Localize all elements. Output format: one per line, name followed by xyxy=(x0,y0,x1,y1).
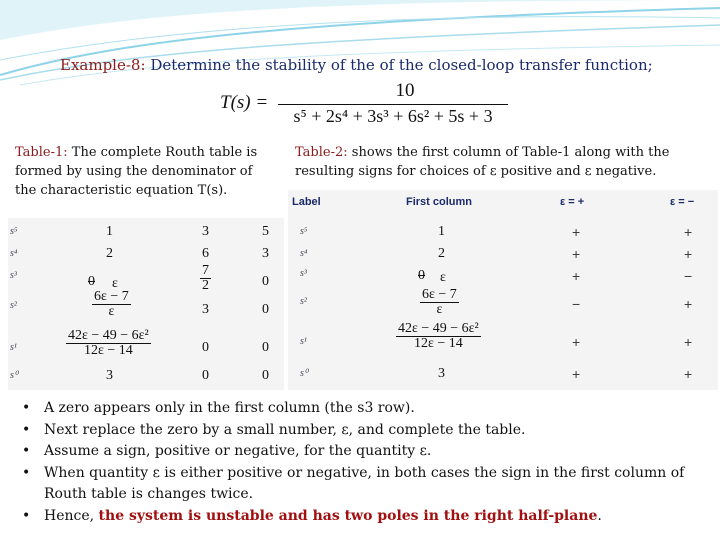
sign-negative: + xyxy=(684,246,693,262)
table-cell: 0 xyxy=(202,340,209,355)
table-cell: 0 xyxy=(202,368,209,383)
table-cell: ε xyxy=(112,276,118,291)
table2-caption xyxy=(295,143,715,181)
sign-negative: + xyxy=(684,334,693,350)
first-column-value: 2 xyxy=(438,246,445,261)
header-eps-negative: ε = − xyxy=(670,196,695,208)
row-label: s⁰ xyxy=(10,370,18,381)
first-column-value: ε xyxy=(440,270,446,285)
row-label: s¹ xyxy=(10,342,17,353)
row-label: s² xyxy=(300,296,307,307)
table-cell: 6 xyxy=(202,246,209,261)
table1-caption-label: Table-1: xyxy=(15,145,68,160)
table-cell: 3 xyxy=(202,224,209,239)
table-cell-fraction: $\frac{6\varepsilon - 7}{\varepsilon}$ xyxy=(94,289,129,319)
table-cell: 3 xyxy=(262,246,269,261)
table-cell: 0 xyxy=(262,274,269,289)
transfer-function-formula xyxy=(220,80,510,130)
row-label: s¹ xyxy=(300,336,307,347)
table-cell-fraction: $\frac{\text{42ε − 49 − 6ε²}}{12\varepsilon - 14}$ xyxy=(68,328,149,358)
table-cell-fraction: $\frac{7}{2}$ xyxy=(202,263,209,293)
row-label: s⁵ xyxy=(10,226,18,237)
conclusion-highlight: the system is unstable and has two poles in the right half-plane xyxy=(98,507,598,524)
table2-caption-text: shows the first column of Table-1 along with the resulting signs for choices of ε positive and ε negative. xyxy=(295,145,670,179)
sign-positive: + xyxy=(572,246,581,262)
table-cell: 1 xyxy=(106,224,113,239)
title-text: Determine the stability of the of the closed-loop transfer function; xyxy=(150,56,653,74)
formula-numerator: 10 xyxy=(395,80,415,101)
table2-caption-label: Table-2: xyxy=(295,145,348,160)
row-label: s³ xyxy=(10,270,17,281)
sign-table xyxy=(288,190,718,390)
routh-table xyxy=(8,218,284,390)
formula-lhs: T(s) = xyxy=(220,92,269,113)
bullet-item: • When quantity ε is either positive or negative, in both cases the sign in the first column of Routh table is changes twice. xyxy=(20,463,710,506)
table-cell: 0 xyxy=(262,368,269,383)
sign-negative: + xyxy=(684,296,693,312)
table1-caption xyxy=(15,143,277,200)
title-label: Example-8: xyxy=(60,56,146,74)
header-eps-positive: ε = + xyxy=(560,196,585,208)
bullet-item: • Assume a sign, positive or negative, for the quantity ε. xyxy=(20,441,710,463)
sign-positive: + xyxy=(572,224,581,240)
table-cell: 0 xyxy=(262,302,269,317)
table-cell: 3 xyxy=(202,302,209,317)
table-cell: 5 xyxy=(262,224,269,239)
header-swoosh-decoration xyxy=(0,0,720,90)
sign-negative: + xyxy=(684,224,693,240)
explanation-bullets xyxy=(20,398,710,527)
sign-negative: − xyxy=(684,268,693,284)
bullet-item-conclusion xyxy=(20,506,710,528)
first-column-fraction: $\frac{6\varepsilon - 7}{\varepsilon}$ xyxy=(422,287,457,317)
table-cell: 0 xyxy=(262,340,269,355)
struck-zero: 0 xyxy=(418,268,425,283)
first-column-value: 3 xyxy=(438,366,445,381)
conclusion-prefix: Hence, xyxy=(44,507,95,524)
sign-positive: + xyxy=(572,366,581,382)
row-label: s² xyxy=(10,300,17,311)
formula-denominator: s⁵ + 2s⁴ + 3s³ + 6s² + 5s + 3 xyxy=(293,106,493,126)
struck-zero: 0 xyxy=(88,274,95,289)
row-label: s⁴ xyxy=(300,248,308,259)
sign-negative: + xyxy=(684,366,693,382)
header-label: Label xyxy=(292,196,321,208)
row-label: s⁴ xyxy=(10,248,18,259)
header-first-column: First column xyxy=(406,196,473,208)
bullet-item: • A zero appears only in the first column (the s3 row). xyxy=(20,398,710,420)
table-cell: 2 xyxy=(106,246,113,261)
conclusion-suffix: . xyxy=(597,507,602,524)
row-label: s³ xyxy=(300,268,307,279)
first-column-fraction: $\frac{\text{42ε − 49 − 6ε²}}{12\varepsilon - 14}$ xyxy=(398,321,479,351)
table-cell: 3 xyxy=(106,368,113,383)
row-label: s⁰ xyxy=(300,368,308,379)
sign-positive: + xyxy=(572,334,581,350)
fraction-bar xyxy=(278,104,508,105)
table1-caption-text: The complete Routh table is formed by using the denominator of the characteristic equation T(s). xyxy=(15,145,258,198)
bullet-item: • Next replace the zero by a small number, ε, and complete the table. xyxy=(20,420,710,442)
first-column-value: 1 xyxy=(438,224,445,239)
sign-positive: + xyxy=(572,268,581,284)
row-label: s⁵ xyxy=(300,226,308,237)
sign-positive: − xyxy=(572,296,581,312)
slide-title xyxy=(60,56,653,74)
